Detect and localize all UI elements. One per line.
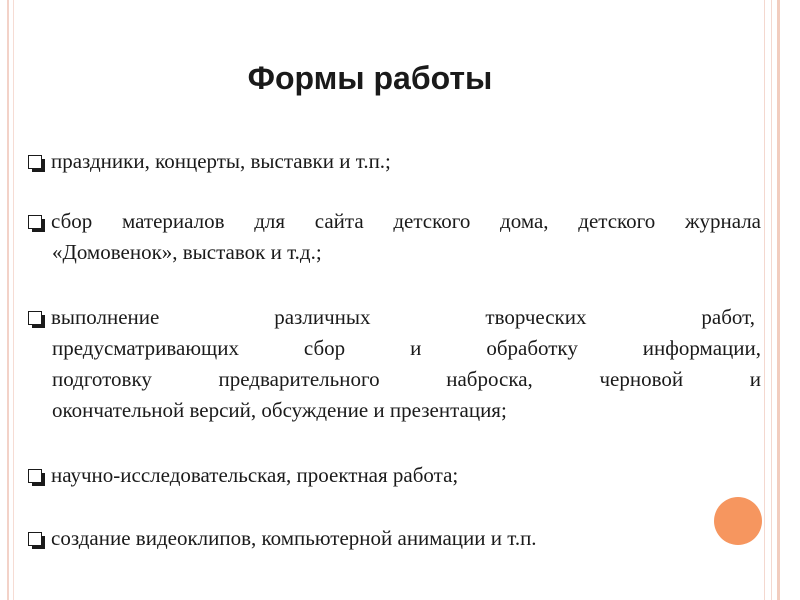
- list-item: [28, 206, 761, 268]
- list-item-text: подготовку предварительного наброска, черновой и: [52, 367, 761, 391]
- slide-title: Формы работы: [247, 60, 493, 96]
- list-item: [28, 302, 761, 426]
- left-border-line: [7, 0, 9, 600]
- list-item-text: праздники, концерты, выставки и т.п.;: [51, 149, 391, 173]
- right-border-line-outer: [777, 0, 780, 600]
- list-item-text: «Домовенок», выставок и т.д.;: [52, 240, 322, 264]
- list-item-text: предусматривающих сбор и обработку информации,: [52, 336, 761, 360]
- checkbox-bullet-icon: [28, 532, 42, 546]
- checkbox-bullet-icon: [28, 155, 42, 169]
- checkbox-bullet-icon: [28, 311, 42, 325]
- left-border-line-inner: [13, 0, 14, 600]
- list-item: [28, 460, 761, 491]
- list-item-text: создание видеоклипов, компьютерной анимации и т.п.: [51, 526, 537, 550]
- right-border-line-middle: [771, 0, 772, 600]
- checkbox-bullet-icon: [28, 215, 42, 229]
- list-item-text: сбор материалов для сайта детского дома, детского журнала: [51, 209, 761, 233]
- checkbox-bullet-icon: [28, 469, 42, 483]
- list-item: [28, 523, 761, 554]
- list-item: [28, 146, 761, 177]
- list-item-text: окончательной версий, обсуждение и презентация;: [52, 398, 507, 422]
- list-item-text: научно-исследовательская, проектная работа;: [51, 463, 459, 487]
- decorative-circle: [714, 497, 762, 545]
- right-border-line-inner: [764, 0, 765, 600]
- list-item-text: выполнение различных творческих работ,: [51, 305, 755, 329]
